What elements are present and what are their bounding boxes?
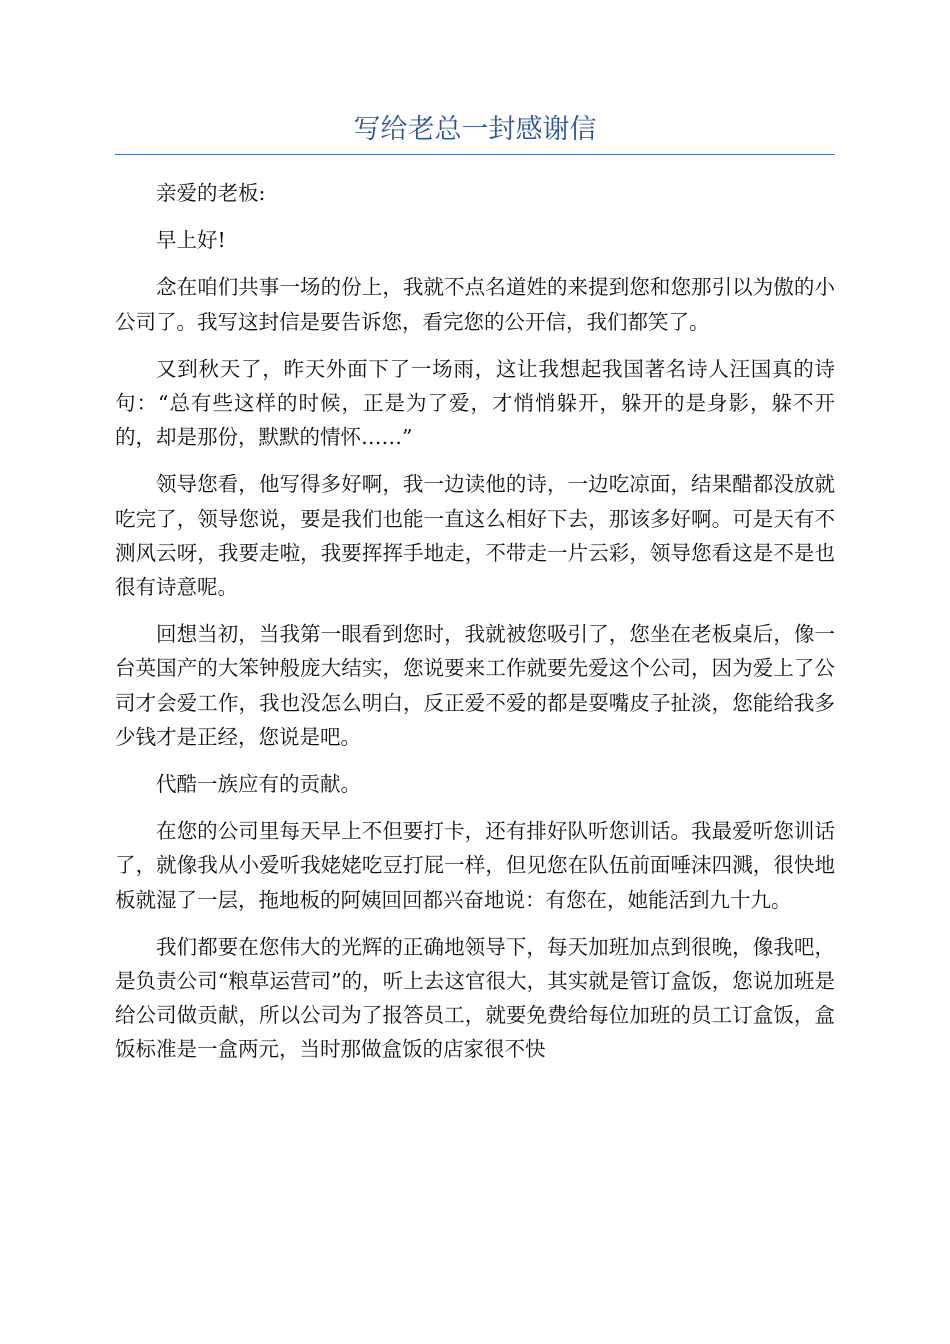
body-paragraph: 代酷一族应有的贡献。 xyxy=(156,772,361,797)
body-paragraph: 我们都要在您伟大的光辉的正确地领导下，每天加班加点到很晚，像我吧，是负责公司“粮草运营司”的，听上去这官很大，其实就是管订盒饭，您说加班是给公司做贡献，所以公司为了报答员工，就要免费给每位加班的员工订盒饭，盒饭标准是一盒两元，当时那做盒饭的店家很不快 xyxy=(115,934,835,1062)
body-paragraph: 领导您看，他写得多好啊，我一边读他的诗，一边吃凉面，结果醋都没放就吃完了，领导您说，要是我们也能一直这么相好下去，那该多好啊。可是天有不测风云呀，我要走啦，我要挥挥手地走，不带走一片云彩，领导您看这是不是也很有诗意呢。 xyxy=(115,472,835,600)
body-paragraph: 又到秋天了，昨天外面下了一场雨，这让我想起我国著名诗人汪国真的诗句：“总有些这样的时候，正是为了爱，才悄悄躲开，躲开的是身影，躲不开的，却是那份，默默的情怀……” xyxy=(115,356,835,450)
body-paragraph: 回想当初，当我第一眼看到您时，我就被您吸引了，您坐在老板桌后，像一台英国产的大笨钟般庞大结实，您说要来工作就要先爱这个公司，因为爱上了公司才会爱工作，我也没怎么明白，反正爱不爱的都是耍嘴皮子扯淡，您能给我多少钱才是正经，您说是吧。 xyxy=(115,622,835,749)
document-body xyxy=(115,176,835,1080)
body-paragraph: 在您的公司里每天早上不但要打卡，还有排好队听您训话。我最爱听您训话了，就像我从小爱听我姥姥吃豆打屁一样，但见您在队伍前面唾沫四溅，很快地板就湿了一层，拖地板的阿姨回回都兴奋地说：有您在，她能活到九十九。 xyxy=(115,819,835,912)
salutation: 亲爱的老板: xyxy=(156,181,266,205)
body-paragraph: 念在咱们共事一场的份上，我就不点名道姓的来提到您和您那引以为傲的小公司了。我写这封信是要告诉您，看完您的公开信，我们都笑了。 xyxy=(115,275,835,334)
greeting: 早上好! xyxy=(156,228,226,253)
title-underline xyxy=(115,154,835,155)
document-title: 写给老总一封感谢信 xyxy=(353,114,597,145)
